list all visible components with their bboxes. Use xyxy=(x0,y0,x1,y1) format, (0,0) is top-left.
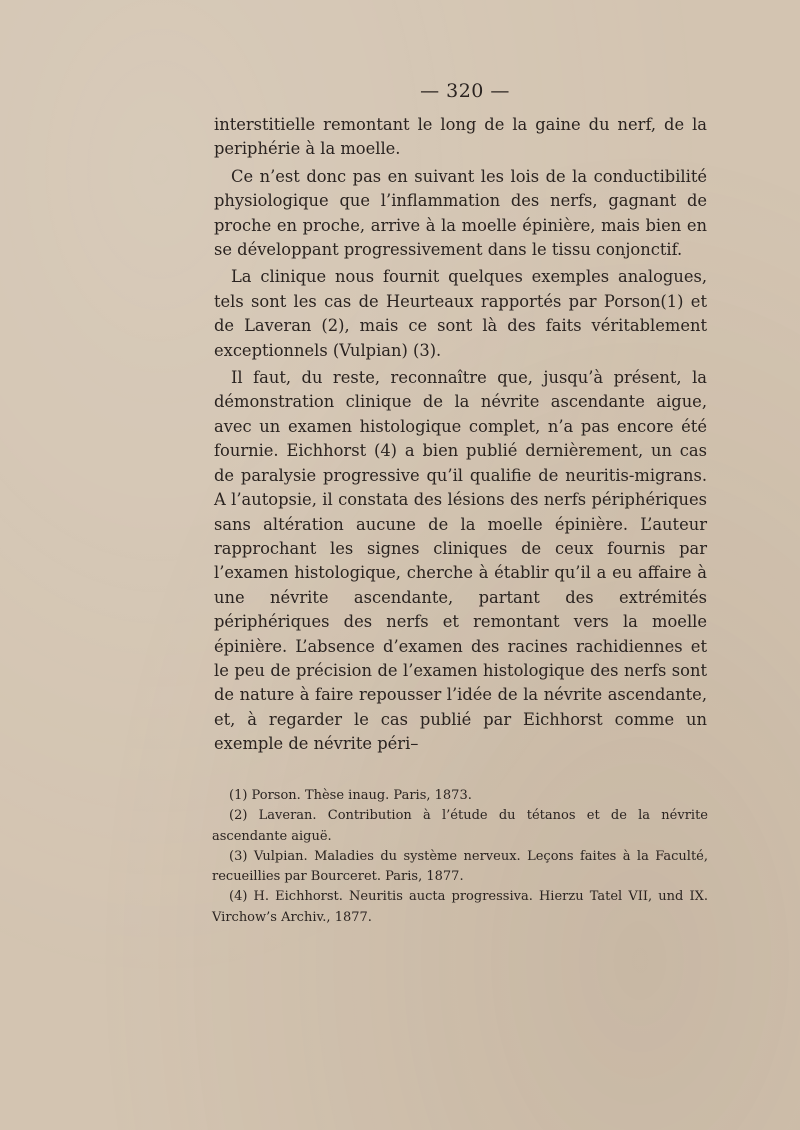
paragraph: Ce n’est donc pas en suivant les lois de la conductibilité physiologique que l’inflammation des nerfs, gagnant de proche en proche, arrive à la moelle épinière, mais bien en se développant progressivement dans le tissu conjonctif. xyxy=(214,166,707,260)
paragraph: Il faut, du reste, reconnaître que, jusqu’à présent, la démonstration clinique de la névrite ascendante aigue, avec un examen histologique complet, n’a pas encore été fournie. Eichhorst (4) a bien publié dernièrement, un cas de paralysie progressive qu’il qualifie de neuritis-migrans. A l’autopsie, il constata des lésions des nerfs périphériques sans altération aucune de la moelle épinière. L’auteur rapprochant les signes cliniques de ceux fournis par l’examen histologique, cherche à établir qu’il a eu affaire à une névrite ascendante, partant des extrémités périphériques des nerfs et remontant vers la moelle épinière. L’absence d’examen des racines rachidiennes et le peu de précision de l’examen histologique des nerfs sont de nature à faire repousser l’idée de la névrite ascendante, et, à regarder le cas publié par Eichhorst comme un exemple de névrite péri– xyxy=(214,368,707,754)
body-text xyxy=(214,113,707,757)
footnote: (1) Porson. Thèse inaug. Paris, 1873. xyxy=(229,788,472,803)
page-number: — 320 — xyxy=(420,80,510,102)
paragraph: interstitielle remontant le long de la gaine du nerf, de la periphérie à la moelle. xyxy=(214,115,707,159)
paragraph: La clinique nous fournit quelques exemples analogues, tels sont les cas de Heurteaux rapportés par Porson(1) et de Laveran (2), mais ce sont là des faits véritablement exceptionnels (Vulpian) (3). xyxy=(214,267,707,360)
footnote: (3) Vulpian. Maladies du système nerveux. Leçons faites à la Faculté, recueillies par Bourceret. Paris, 1877. xyxy=(212,848,708,885)
footnote: (4) H. Eichhorst. Neuritis aucta progressiva. Hierzu Tatel VII, und IX. Virchow’s Archiv., 1877. xyxy=(212,889,708,925)
footnote: (2) Laveran. Contribution à l’étude du tétanos et de la névrite ascendante aiguë. xyxy=(212,808,708,844)
footnotes xyxy=(212,786,708,928)
